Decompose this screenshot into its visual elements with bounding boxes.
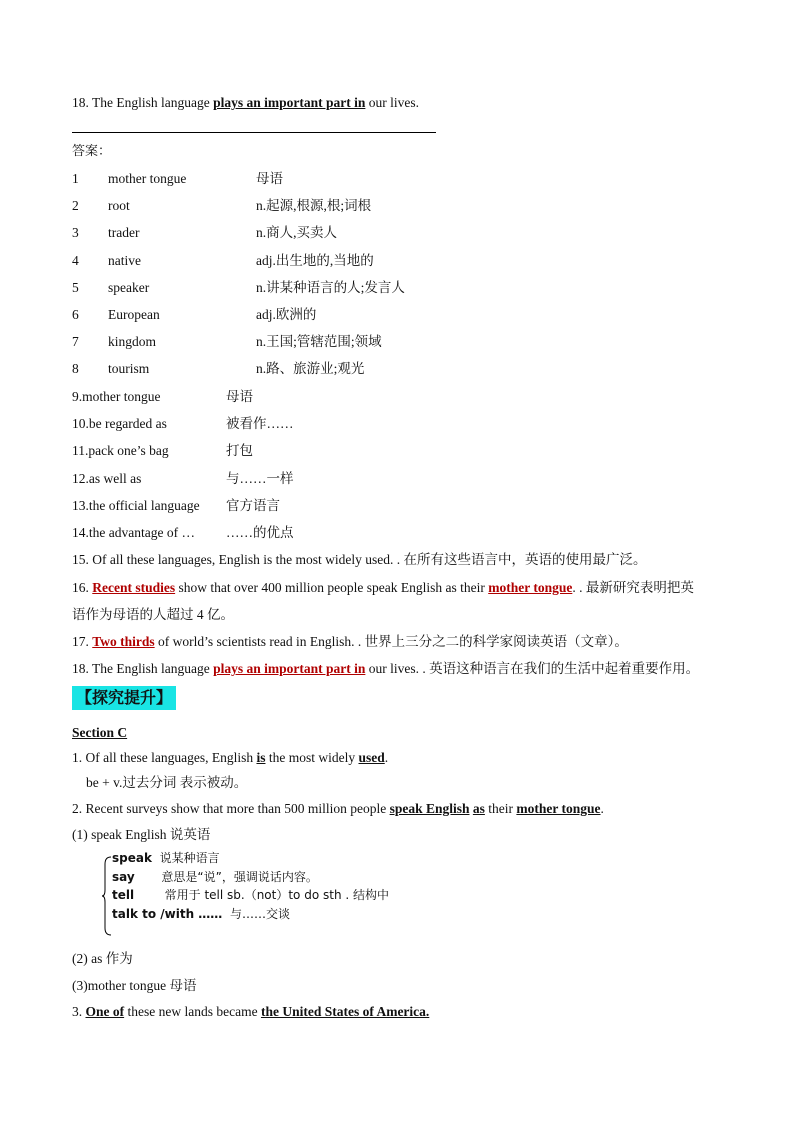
brace-item: [112, 849, 220, 867]
sentence-17-num: 17.: [72, 634, 93, 649]
vocab-word: trader: [108, 225, 140, 241]
point-2-pre: 2. Recent surveys show that more than 500 million people: [72, 801, 390, 816]
brace-item: [112, 868, 318, 886]
point-3: [72, 1002, 429, 1022]
brace-item: [112, 886, 389, 904]
sentence-18: [72, 659, 699, 679]
point-3-pre: 3.: [72, 1004, 86, 1019]
sentence-16-num: 16.: [72, 580, 93, 595]
vocab-number: 7: [72, 334, 79, 350]
sentence-16-mid: show that over 400 million people speak English as their: [175, 580, 489, 595]
vocab-number: 4: [72, 252, 79, 268]
point-2-mid2: their: [484, 801, 517, 816]
answer-label: 答案：: [72, 144, 112, 159]
sentence-16-line2: 语作为母语的人超过 4 亿。: [72, 607, 234, 622]
phrase-text: 12.as well as: [72, 470, 142, 486]
phrase-text: 11.pack one’s bag: [72, 443, 169, 459]
vocab-number: 6: [72, 307, 79, 322]
top-sentence-num: 18.: [72, 95, 89, 110]
point-2-sub-3: (3)mother tongue 母语: [72, 978, 197, 993]
section-c-title: Section C: [72, 725, 128, 740]
vocab-meaning: n.讲某种语言的人;发言人: [256, 279, 405, 295]
top-sentence-post: our lives.: [365, 95, 420, 110]
sentence-15: [72, 550, 646, 570]
sentence-18-phrase: plays an important part in: [213, 661, 366, 676]
brace-item-value: 意思是“说”，强调说话内容。: [134, 869, 318, 884]
brace-item-key: talk to /with ……: [112, 906, 223, 921]
phrase-text: 13.the official language: [72, 497, 200, 513]
vocab-number: 1: [72, 171, 79, 186]
vocab-word: root: [108, 198, 130, 214]
sentence-16-recent-studies: Recent studies: [92, 580, 176, 595]
point-1: [72, 748, 388, 768]
point-2-sub-2: (2) as 作为: [72, 951, 133, 966]
point-3-usa: the United States of America.: [260, 1004, 430, 1019]
sentence-15-text: 15. Of all these languages, English is the most widely used. . 在所有这些语言中，英语的使用最广泛。: [72, 552, 647, 567]
point-1-post: .: [384, 750, 389, 765]
brace-item-key: speak: [112, 851, 152, 865]
brace-icon: [102, 856, 112, 936]
sentence-18-rest: our lives. . 英语这种语言在我们的生活中起着重要作用。: [365, 661, 700, 676]
brace-item-value: 与……交谈: [222, 906, 290, 921]
vocab-meaning: n.商人,买卖人: [256, 225, 337, 241]
divider-line: [72, 132, 436, 133]
vocab-word: tourism: [108, 361, 150, 377]
point-2: [72, 799, 604, 819]
vocab-number: 3: [72, 225, 79, 241]
phrase-meaning: 与……一样: [226, 470, 294, 486]
point-1-mid: the most widely: [265, 750, 359, 765]
vocab-number: 5: [72, 279, 79, 295]
point-2-post: .: [600, 801, 604, 816]
vocab-word: native: [108, 252, 141, 268]
sentence-16: [72, 578, 694, 598]
point-3-one-of: One of: [85, 1004, 125, 1019]
top-sentence: [72, 93, 419, 113]
vocab-meaning: 母语: [256, 171, 283, 186]
vocab-word: European: [108, 307, 160, 322]
brace-item: [112, 905, 290, 923]
brace-item-key: tell: [112, 888, 135, 902]
top-sentence-pre: The English language: [88, 95, 214, 110]
vocab-word: speaker: [108, 279, 150, 295]
point-1-used: used: [358, 750, 385, 765]
phrase-text: 10.be regarded as: [72, 416, 167, 432]
point-3-mid: these new lands became: [124, 1004, 261, 1019]
phrase-meaning: 打包: [226, 443, 253, 459]
top-sentence-phrase: plays an important part in: [213, 95, 366, 110]
point-2-as: as: [472, 801, 485, 816]
point-1-pre: 1. Of all these languages, English: [72, 750, 257, 765]
phrase-meaning: 官方语言: [226, 497, 280, 513]
vocab-meaning: adj.欧洲的: [256, 307, 317, 322]
sentence-17: [72, 632, 628, 652]
point-1-is: is: [256, 750, 266, 765]
brace-item-value: 说某种语言: [151, 851, 220, 865]
point-2-sub-1: (1) speak English 说英语: [72, 827, 211, 842]
vocab-word: kingdom: [108, 334, 157, 350]
phrase-text: 9.mother tongue: [72, 389, 161, 404]
phrase-meaning: 母语: [226, 389, 253, 404]
point-1-note: be + v.过去分词 表示被动。: [86, 775, 248, 790]
phrase-text: 14.the advantage of …: [72, 525, 195, 540]
sentence-18-num: 18. The English language: [72, 661, 214, 676]
phrase-meaning: ……的优点: [226, 525, 294, 540]
vocab-number: 2: [72, 198, 79, 214]
sentence-17-two-thirds: Two thirds: [92, 634, 155, 649]
point-2-speak-english: speak English: [389, 801, 470, 816]
brace-item-value: 常用于 tell sb.（not）to do sth . 结构中: [134, 888, 389, 902]
vocab-word: mother tongue: [108, 171, 187, 186]
vocab-meaning: n.起源,根源,根;词根: [256, 198, 372, 214]
sentence-16-mother-tongue: mother tongue: [488, 580, 573, 595]
brace-item-key: say: [112, 869, 135, 884]
phrase-meaning: 被看作……: [226, 416, 294, 432]
vocab-meaning: n.王国;管辖范围;领域: [256, 334, 382, 350]
vocab-meaning: adj.出生地的,当地的: [256, 252, 374, 268]
section-heading: 【探究提升】: [72, 686, 176, 710]
vocab-number: 8: [72, 361, 79, 377]
point-2-mother-tongue: mother tongue: [516, 801, 601, 816]
sentence-17-rest: of world’s scientists read in English. . 世界上三分之二的科学家阅读英语（文章）。: [154, 634, 628, 649]
vocab-meaning: n.路、旅游业;观光: [256, 361, 365, 377]
sentence-16-tail: . . 最新研究表明把英: [572, 580, 694, 595]
